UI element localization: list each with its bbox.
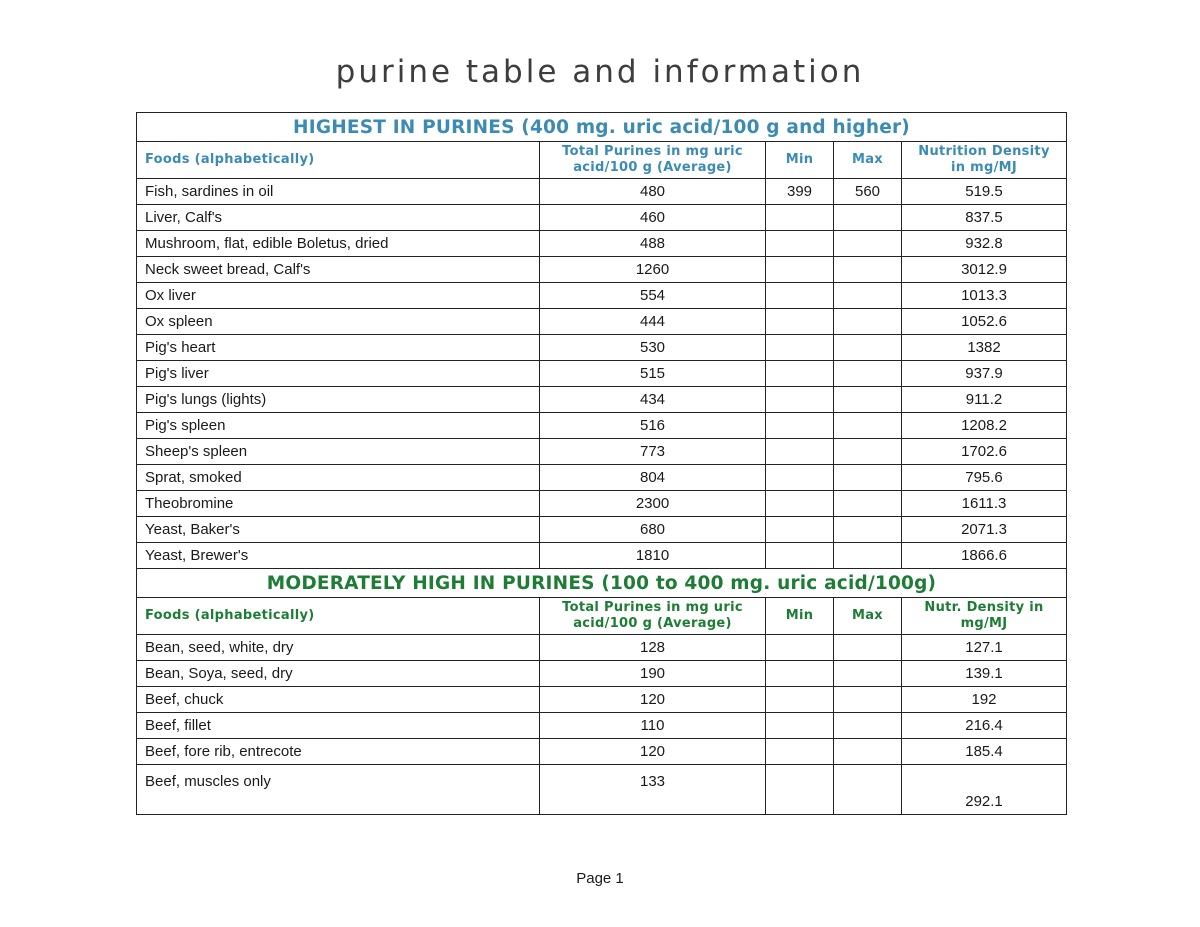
cell-density: 519.5: [902, 179, 1067, 205]
table-row: [137, 335, 1067, 361]
cell-food: Bean, Soya, seed, dry: [137, 661, 540, 687]
cell-food: Liver, Calf's: [137, 205, 540, 231]
cell-food: Fish, sardines in oil: [137, 179, 540, 205]
cell-density: 932.8: [902, 231, 1067, 257]
cell-density: 1866.6: [902, 543, 1067, 569]
cell-max: [834, 205, 902, 231]
table-row: [137, 283, 1067, 309]
cell-food: Ox spleen: [137, 309, 540, 335]
table-row: [137, 491, 1067, 517]
cell-min: [766, 309, 834, 335]
cell-min: [766, 257, 834, 283]
cell-max: [834, 687, 902, 713]
cell-food: Sheep's spleen: [137, 439, 540, 465]
cell-min: [766, 765, 834, 815]
table-row: [137, 205, 1067, 231]
cell-density: 2071.3: [902, 517, 1067, 543]
cell-food: Beef, muscles only: [137, 765, 540, 815]
column-header-density: Nutrition Density in mg/MJ: [902, 142, 1067, 179]
cell-min: 399: [766, 179, 834, 205]
column-header-max: Max: [834, 598, 902, 635]
moderate-column-header-row: [137, 598, 1067, 635]
high-section-heading: HIGHEST IN PURINES (400 mg. uric acid/100 g and higher): [137, 113, 1067, 142]
cell-density: 139.1: [902, 661, 1067, 687]
purine-table: [136, 112, 1067, 815]
cell-food: Mushroom, flat, edible Boletus, dried: [137, 231, 540, 257]
table-row: [137, 713, 1067, 739]
cell-total: 434: [540, 387, 766, 413]
cell-max: [834, 231, 902, 257]
cell-density: 127.1: [902, 635, 1067, 661]
cell-density: 911.2: [902, 387, 1067, 413]
cell-density: 1013.3: [902, 283, 1067, 309]
table-row: [137, 765, 1067, 815]
cell-food: Pig's liver: [137, 361, 540, 387]
table-row: [137, 465, 1067, 491]
column-header-food: Foods (alphabetically): [137, 142, 540, 179]
cell-max: [834, 491, 902, 517]
cell-food: Sprat, smoked: [137, 465, 540, 491]
cell-density: 1208.2: [902, 413, 1067, 439]
table-row: [137, 309, 1067, 335]
cell-max: [834, 635, 902, 661]
cell-total: 773: [540, 439, 766, 465]
cell-food: Beef, fillet: [137, 713, 540, 739]
cell-total: 120: [540, 739, 766, 765]
cell-total: 680: [540, 517, 766, 543]
cell-min: [766, 739, 834, 765]
cell-min: [766, 231, 834, 257]
cell-density: 292.1: [902, 765, 1067, 815]
column-header-max: Max: [834, 142, 902, 179]
cell-food: Ox liver: [137, 283, 540, 309]
cell-total: 460: [540, 205, 766, 231]
cell-total: 488: [540, 231, 766, 257]
cell-density: 1611.3: [902, 491, 1067, 517]
high-column-header-row: [137, 142, 1067, 179]
cell-min: [766, 661, 834, 687]
cell-min: [766, 543, 834, 569]
cell-min: [766, 361, 834, 387]
cell-min: [766, 635, 834, 661]
cell-food: Pig's heart: [137, 335, 540, 361]
table-row: [137, 635, 1067, 661]
column-header-min: Min: [766, 598, 834, 635]
column-header-density: Nutr. Density in mg/MJ: [902, 598, 1067, 635]
cell-max: [834, 335, 902, 361]
cell-min: [766, 335, 834, 361]
cell-min: [766, 687, 834, 713]
cell-min: [766, 491, 834, 517]
column-header-min: Min: [766, 142, 834, 179]
cell-total: 804: [540, 465, 766, 491]
page-title: purine table and information: [335, 54, 865, 90]
column-header-total: Total Purines in mg uric acid/100 g (Average): [540, 598, 766, 635]
cell-max: [834, 257, 902, 283]
table-row: [137, 687, 1067, 713]
cell-total: 2300: [540, 491, 766, 517]
cell-max: [834, 413, 902, 439]
cell-max: [834, 439, 902, 465]
cell-max: [834, 465, 902, 491]
cell-max: [834, 387, 902, 413]
cell-total: 554: [540, 283, 766, 309]
cell-density: 1702.6: [902, 439, 1067, 465]
cell-max: [834, 661, 902, 687]
moderate-section-heading-row: [137, 569, 1067, 598]
table-row: [137, 517, 1067, 543]
cell-density: 837.5: [902, 205, 1067, 231]
moderate-section-heading: MODERATELY HIGH IN PURINES (100 to 400 mg. uric acid/100g): [137, 569, 1067, 598]
cell-density: 1382: [902, 335, 1067, 361]
cell-food: Beef, fore rib, entrecote: [137, 739, 540, 765]
table-row: [137, 543, 1067, 569]
cell-food: Pig's spleen: [137, 413, 540, 439]
table-row: [137, 179, 1067, 205]
table-row: [137, 739, 1067, 765]
cell-food: Bean, seed, white, dry: [137, 635, 540, 661]
cell-total: 1810: [540, 543, 766, 569]
page-number: Page 1: [576, 870, 624, 887]
cell-min: [766, 387, 834, 413]
cell-total: 110: [540, 713, 766, 739]
table-row: [137, 387, 1067, 413]
cell-total: 190: [540, 661, 766, 687]
table-row: [137, 257, 1067, 283]
cell-total: 515: [540, 361, 766, 387]
cell-food: Yeast, Brewer's: [137, 543, 540, 569]
cell-max: [834, 283, 902, 309]
cell-total: 480: [540, 179, 766, 205]
cell-total: 444: [540, 309, 766, 335]
high-section-heading-row: [137, 113, 1067, 142]
cell-density: 185.4: [902, 739, 1067, 765]
cell-max: 560: [834, 179, 902, 205]
cell-density: 795.6: [902, 465, 1067, 491]
cell-total: 516: [540, 413, 766, 439]
cell-max: [834, 739, 902, 765]
cell-food: Pig's lungs (lights): [137, 387, 540, 413]
cell-max: [834, 543, 902, 569]
cell-total: 120: [540, 687, 766, 713]
cell-total: 530: [540, 335, 766, 361]
cell-max: [834, 713, 902, 739]
cell-food: Yeast, Baker's: [137, 517, 540, 543]
cell-density: 937.9: [902, 361, 1067, 387]
cell-min: [766, 283, 834, 309]
cell-min: [766, 205, 834, 231]
cell-density: 3012.9: [902, 257, 1067, 283]
cell-total: 1260: [540, 257, 766, 283]
cell-total: 133: [540, 765, 766, 815]
cell-min: [766, 413, 834, 439]
table-row: [137, 661, 1067, 687]
table-row: [137, 361, 1067, 387]
cell-density: 192: [902, 687, 1067, 713]
cell-min: [766, 517, 834, 543]
cell-max: [834, 765, 902, 815]
cell-density: 1052.6: [902, 309, 1067, 335]
column-header-total: Total Purines in mg uric acid/100 g (Average): [540, 142, 766, 179]
cell-food: Beef, chuck: [137, 687, 540, 713]
cell-min: [766, 713, 834, 739]
cell-max: [834, 309, 902, 335]
cell-density: 216.4: [902, 713, 1067, 739]
table-row: [137, 439, 1067, 465]
cell-min: [766, 465, 834, 491]
cell-max: [834, 361, 902, 387]
table-row: [137, 413, 1067, 439]
column-header-food: Foods (alphabetically): [137, 598, 540, 635]
cell-min: [766, 439, 834, 465]
cell-food: Theobromine: [137, 491, 540, 517]
cell-total: 128: [540, 635, 766, 661]
cell-food: Neck sweet bread, Calf's: [137, 257, 540, 283]
table-row: [137, 231, 1067, 257]
cell-max: [834, 517, 902, 543]
